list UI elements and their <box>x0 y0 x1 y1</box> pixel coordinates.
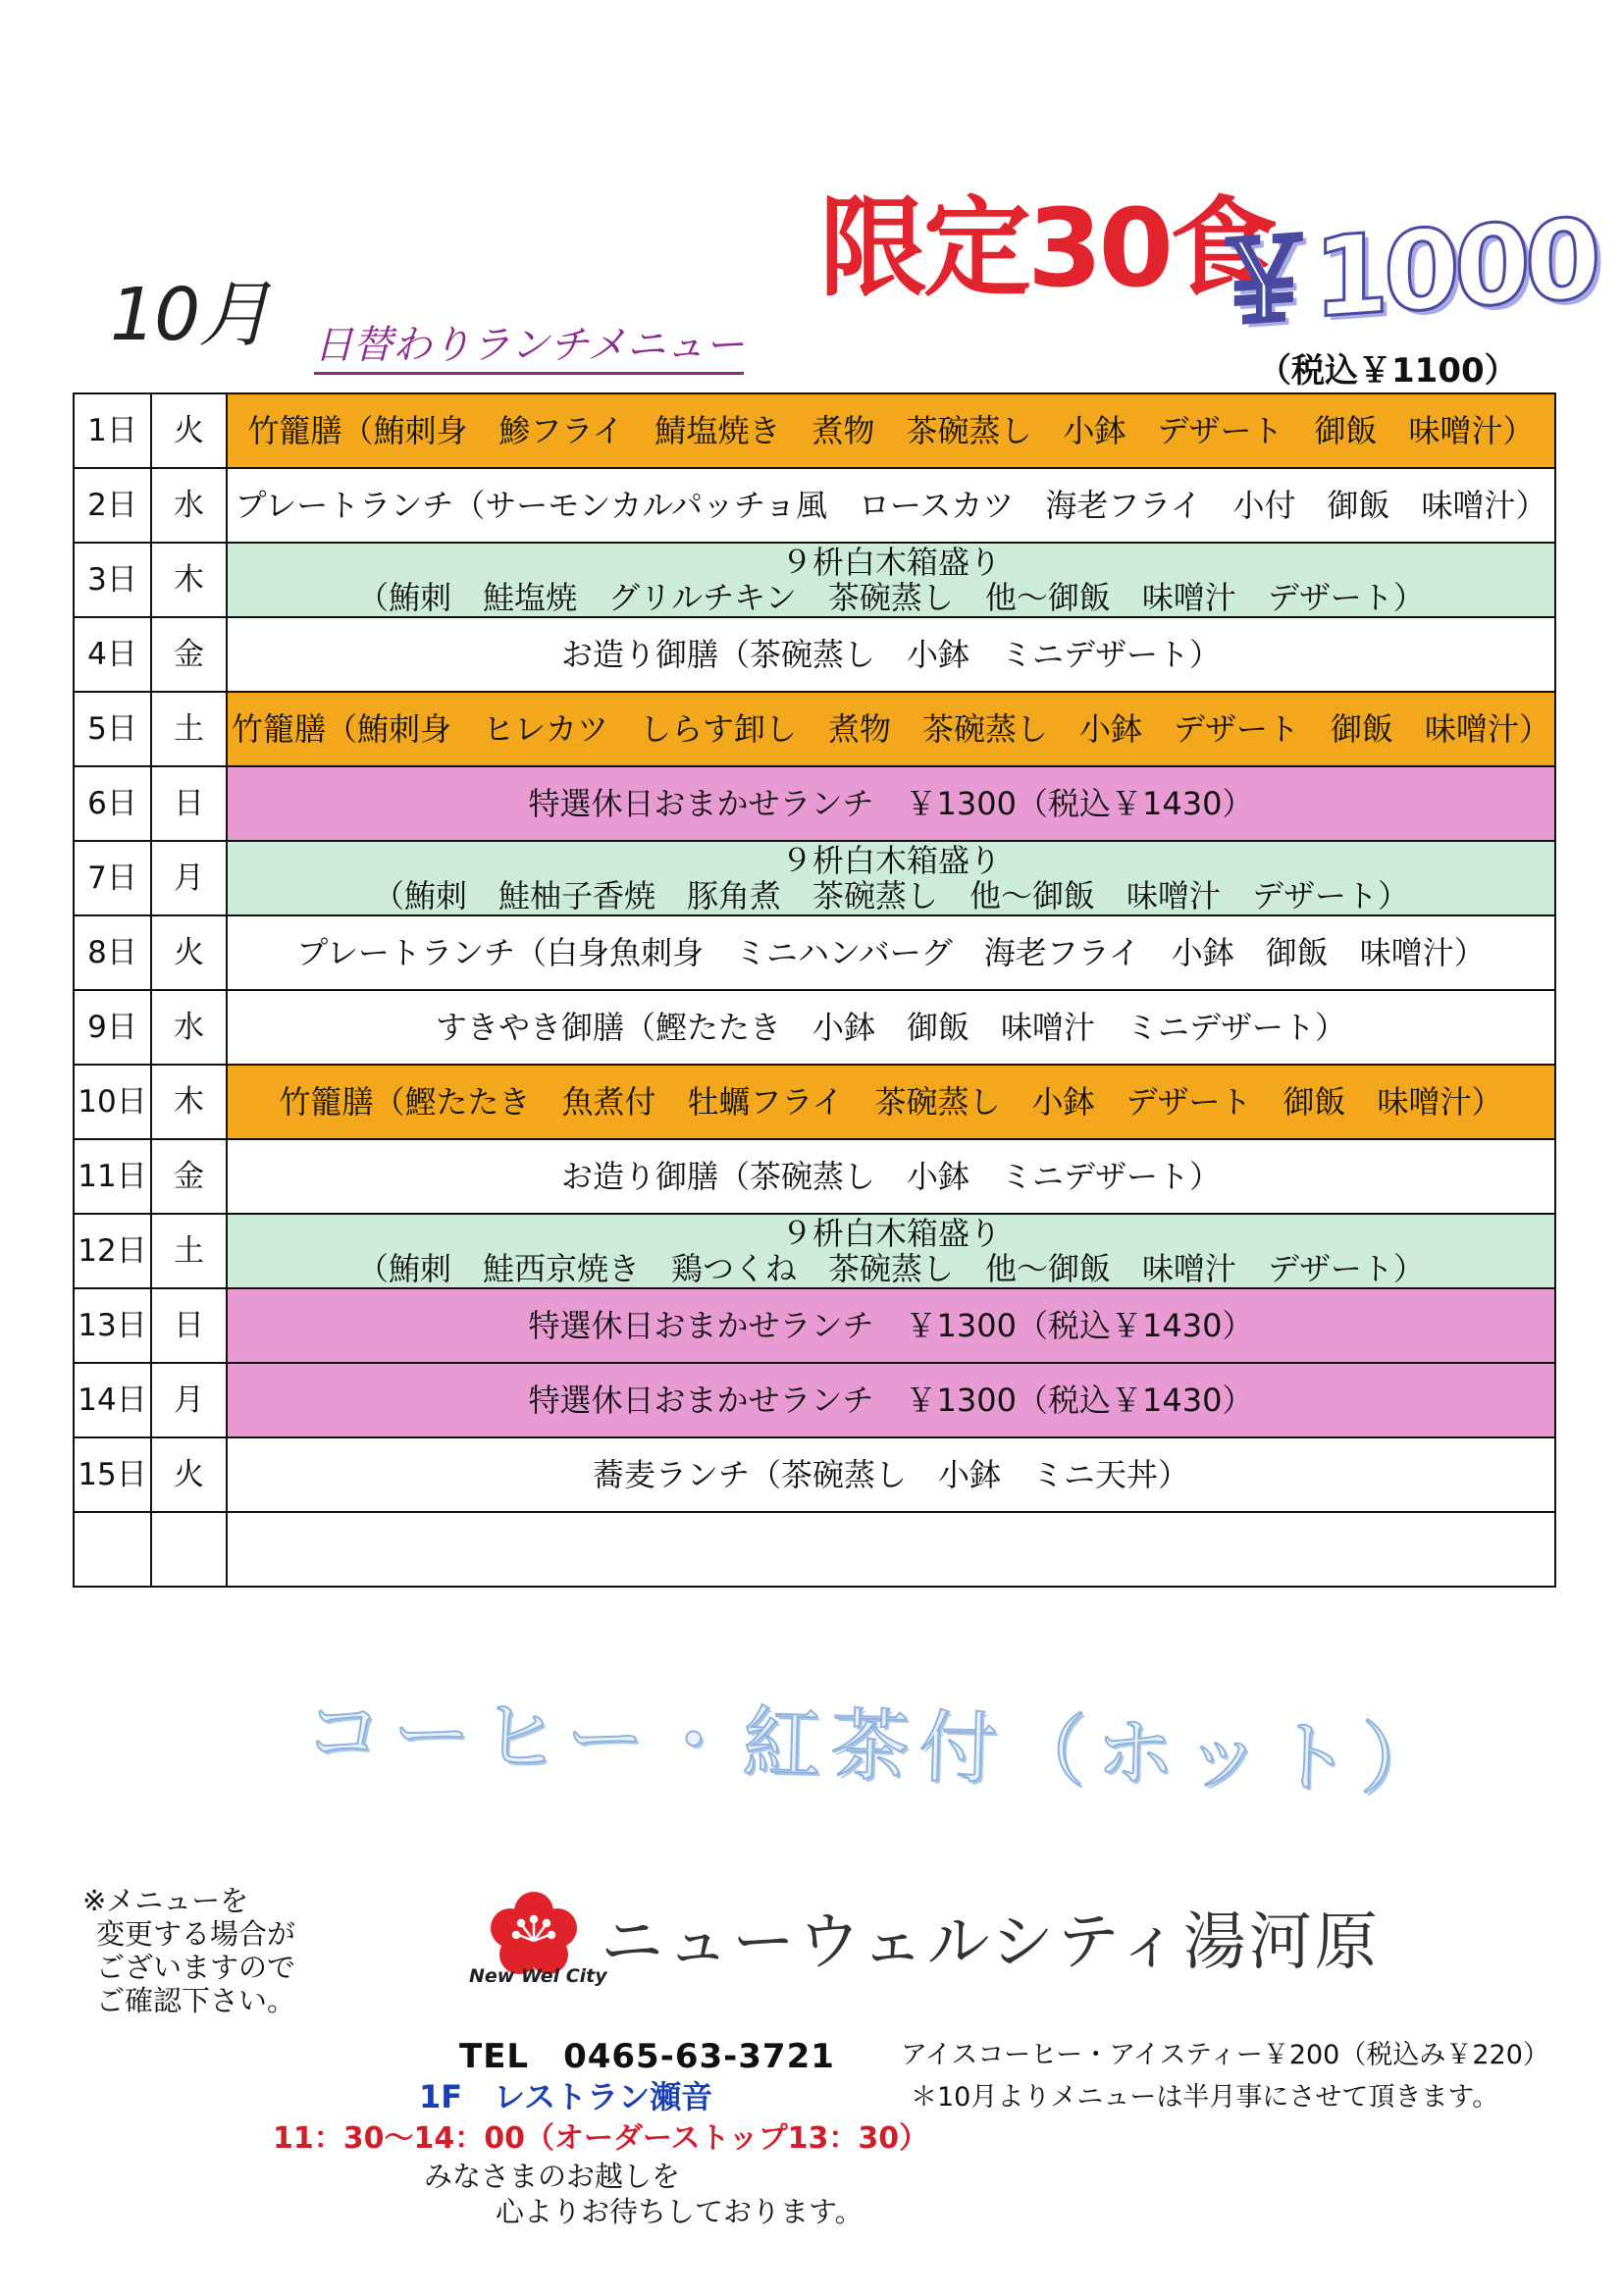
weekday-cell: 火 <box>151 393 227 468</box>
welcome-message-line2: 心よりお待ちしております。 <box>496 2195 864 2228</box>
menu-text: すきやき御膳（鰹たたき 小鉢 御飯 味噌汁 ミニデザート） <box>435 1009 1346 1046</box>
date-cell: 7日 <box>74 841 151 915</box>
menu-cell <box>227 1214 1555 1288</box>
date-cell: 9日 <box>74 990 151 1065</box>
menu-text: ９枡白木箱盛り <box>780 544 1001 581</box>
weekday-cell: 火 <box>151 1437 227 1512</box>
menu-row <box>74 1139 1555 1214</box>
date-cell: 8日 <box>74 915 151 990</box>
menu-row <box>74 543 1555 617</box>
menu-row <box>74 1214 1555 1288</box>
menu-cell <box>227 543 1555 617</box>
weekday-cell: 木 <box>151 1065 227 1139</box>
menu-row <box>74 1363 1555 1437</box>
weekday-cell: 火 <box>151 915 227 990</box>
menu-text-detail: （鮪刺 鮭柚子香焼 豚角煮 茶碗蒸し 他～御飯 味噌汁 デザート） <box>372 877 1409 914</box>
menu-row <box>74 915 1555 990</box>
weekday-cell <box>151 1512 227 1587</box>
menu-cell <box>227 393 1555 468</box>
menu-cell <box>227 766 1555 841</box>
date-cell: 10日 <box>74 1065 151 1139</box>
menu-text-detail: （鮪刺 鮭塩焼 グリルチキン 茶碗蒸し 他～御飯 味噌汁 デザート） <box>357 579 1425 616</box>
weekday-cell: 金 <box>151 1139 227 1214</box>
weekday-cell: 月 <box>151 1363 227 1437</box>
menu-text: 特選休日おまかせランチ ￥1300（税込￥1430） <box>528 1307 1254 1344</box>
weekday-cell: 土 <box>151 692 227 766</box>
menu-title: 日替わりランチメニュー <box>314 314 744 375</box>
menu-text: 蕎麦ランチ（茶碗蒸し 小鉢 ミニ天丼） <box>592 1456 1189 1493</box>
menu-cell <box>227 1437 1555 1512</box>
menu-text: お造り御膳（茶碗蒸し 小鉢 ミニデザート） <box>560 1158 1221 1195</box>
menu-text: 竹籠膳（鮪刺身 鯵フライ 鯖塩焼き 煮物 茶碗蒸し 小鉢 デザート 御飯 味噌汁） <box>247 412 1535 449</box>
lunch-menu-table <box>73 392 1556 1588</box>
weekday-cell: 土 <box>151 1214 227 1288</box>
menu-text-detail: （鮪刺 鮭西京焼き 鶏つくね 茶碗蒸し 他～御飯 味噌汁 デザート） <box>356 1250 1425 1287</box>
welcome-message-line1: みなさまのお越しを <box>424 2160 681 2193</box>
telephone-number: TEL 0465-63-3721 <box>459 2037 835 2076</box>
weekday-cell: 日 <box>151 766 227 841</box>
date-cell <box>74 1512 151 1587</box>
weekday-cell: 水 <box>151 468 227 543</box>
date-cell: 6日 <box>74 766 151 841</box>
menu-row <box>74 468 1555 543</box>
hotel-name: ニューウェルシティ湯河原 <box>601 1906 1381 1979</box>
menu-row <box>74 990 1555 1065</box>
month-heading: 10月 <box>110 273 270 357</box>
date-cell: 13日 <box>74 1288 151 1363</box>
weekday-cell: 金 <box>151 617 227 692</box>
menu-text: 竹籠膳（鰹たたき 魚煮付 牡蠣フライ 茶碗蒸し 小鉢 デザート 御飯 味噌汁） <box>279 1083 1503 1121</box>
menu-text: プレートランチ（サーモンカルパッチョ風 ロースカツ 海老フライ 小付 御飯 味噌汁） <box>235 487 1547 524</box>
date-cell: 2日 <box>74 468 151 543</box>
weekday-cell: 月 <box>151 841 227 915</box>
opening-hours: 11：30～14：00（オーダーストップ13：30） <box>273 2121 929 2156</box>
date-cell: 4日 <box>74 617 151 692</box>
half-month-menu-notice: ＊10月よりメニューは半月事にさせて頂きます。 <box>911 2082 1499 2113</box>
date-cell: 11日 <box>74 1139 151 1214</box>
menu-cell <box>227 692 1555 766</box>
logo-english-name: New Wel City <box>469 1965 607 1987</box>
weekday-cell: 木 <box>151 543 227 617</box>
price-label: ￥1000 <box>1209 195 1596 350</box>
menu-text: 特選休日おまかせランチ ￥1300（税込￥1430） <box>528 1382 1254 1419</box>
restaurant-name: 1F レストラン瀬音 <box>419 2078 713 2115</box>
menu-text: 竹籠膳（鮪刺身 ヒレカツ しらす卸し 煮物 茶碗蒸し 小鉢 デザート 御飯 味噌汁） <box>231 710 1550 748</box>
date-cell: 15日 <box>74 1437 151 1512</box>
date-cell: 3日 <box>74 543 151 617</box>
menu-table-body <box>74 393 1555 1587</box>
menu-cell <box>227 617 1555 692</box>
note-line: 変更する場合が <box>96 1917 296 1951</box>
note-line: ※メニューを <box>82 1884 249 1917</box>
menu-cell <box>227 915 1555 990</box>
note-line: ご確認下さい。 <box>96 1984 296 2017</box>
menu-row <box>74 1065 1555 1139</box>
menu-cell <box>227 1363 1555 1437</box>
menu-cell <box>227 1139 1555 1214</box>
menu-row <box>74 692 1555 766</box>
menu-row <box>74 617 1555 692</box>
menu-cell <box>227 841 1555 915</box>
iced-drink-price: アイスコーヒー・アイスティー￥200（税込み￥220） <box>901 2040 1549 2070</box>
limited-quantity-label: 限定30食 <box>819 185 1275 311</box>
date-cell: 5日 <box>74 692 151 766</box>
menu-row <box>74 393 1555 468</box>
coffee-tea-included-banner: コーヒー・紅茶付（ホット） <box>302 1685 1450 1807</box>
weekday-cell: 水 <box>151 990 227 1065</box>
menu-text: ９枡白木箱盛り <box>780 842 1001 879</box>
menu-row <box>74 841 1555 915</box>
menu-cell <box>227 1512 1555 1587</box>
date-cell: 14日 <box>74 1363 151 1437</box>
tax-included-price: （税込￥1100） <box>1258 351 1518 391</box>
menu-change-note <box>82 1884 295 2017</box>
note-line: ございますので <box>96 1951 296 1984</box>
date-cell: 1日 <box>74 393 151 468</box>
date-cell: 12日 <box>74 1214 151 1288</box>
menu-row <box>74 1437 1555 1512</box>
menu-row <box>74 1512 1555 1587</box>
menu-text: ９枡白木箱盛り <box>780 1215 1001 1252</box>
menu-text: お造り御膳（茶碗蒸し 小鉢 ミニデザート） <box>560 636 1221 673</box>
menu-cell <box>227 468 1555 543</box>
menu-text: プレートランチ（白身魚刺身 ミニハンバーグ 海老フライ 小鉢 御飯 味噌汁） <box>296 934 1486 971</box>
menu-row <box>74 1288 1555 1363</box>
menu-row <box>74 766 1555 841</box>
weekday-cell: 日 <box>151 1288 227 1363</box>
menu-text: 特選休日おまかせランチ ￥1300（税込￥1430） <box>528 785 1254 822</box>
menu-cell <box>227 1065 1555 1139</box>
menu-cell <box>227 1288 1555 1363</box>
menu-cell <box>227 990 1555 1065</box>
